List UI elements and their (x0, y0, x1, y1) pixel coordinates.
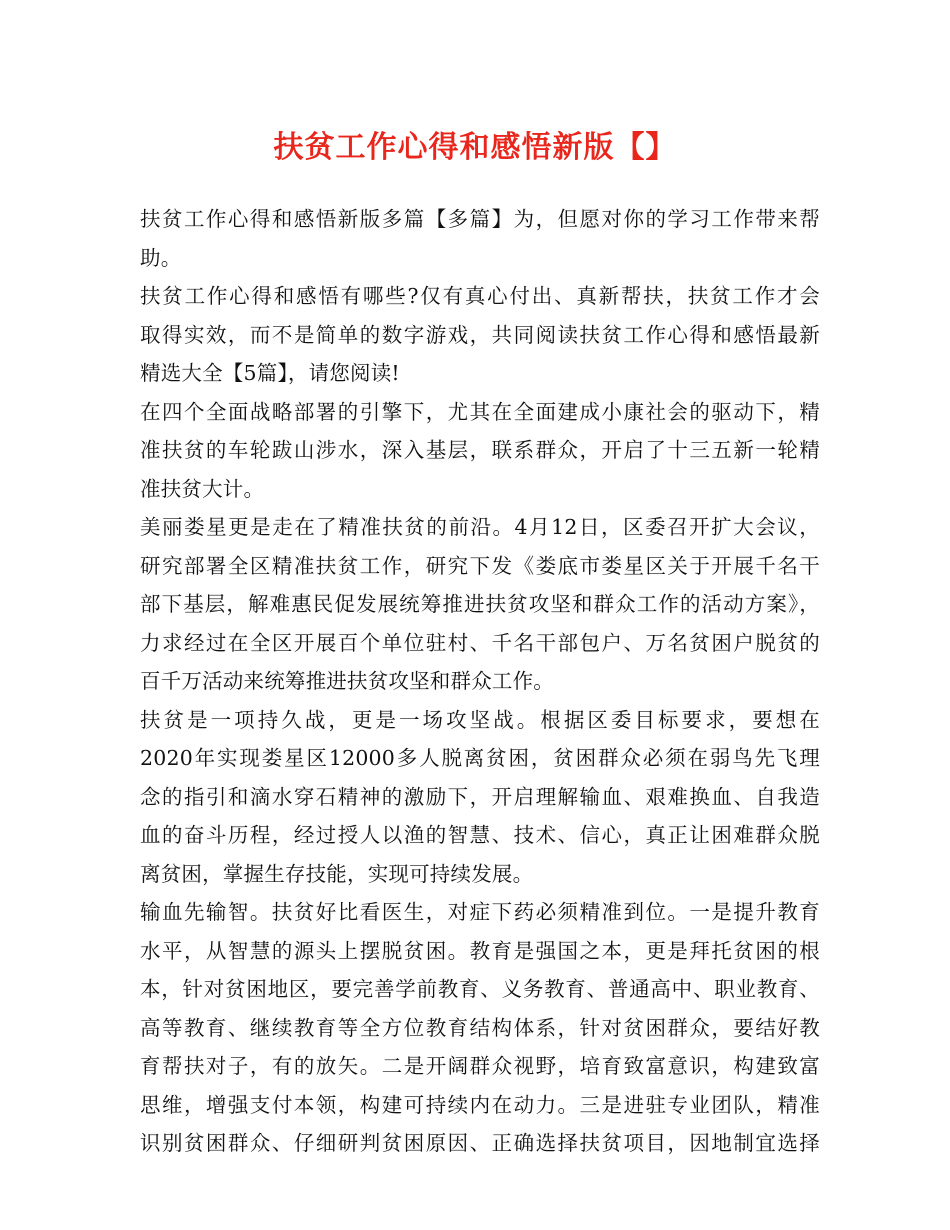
body-line: 在四个全面战略部署的引擎下，尤其在全面建成小康社会的驱动下，精 (140, 399, 820, 424)
document-title: 扶贫工作心得和感悟新版【】 (273, 130, 677, 165)
body-line: 扶贫是一项持久战，更是一场攻坚战。根据区委目标要求，要想在 (140, 707, 820, 732)
body-line: 育帮扶对子，有的放矢。二是开阔群众视野，培育致富意识，构建致富 (140, 1054, 820, 1078)
body-line: 血的奋斗历程，经过授人以渔的智慧、技术、信心，真正让困难群众脱 (140, 823, 820, 847)
body-line: 离贫困，掌握生存技能，实现可持续发展。 (140, 861, 534, 886)
body-line: 2020年实现娄星区12000多人脱离贫困，贫困群众必须在弱鸟先飞理 (140, 746, 820, 770)
body-line: 力求经过在全区开展百个单位驻村、千名干部包户、万名贫困户脱贫的 (140, 630, 820, 655)
body-line: 研究部署全区精准扶贫工作，研究下发《娄底市娄星区关于开展千名干 (140, 553, 820, 578)
body-line: 思维，增强支付本领，构建可持续内在动力。三是进驻专业团队，精准 (140, 1092, 820, 1117)
body-line: 取得实效，而不是简单的数字游戏，共同阅读扶贫工作心得和感悟最新 (140, 322, 820, 347)
body-line: 精选大全【5篇】，请您阅读! (140, 361, 400, 385)
body-line: 水平，从智慧的源头上摆脱贫困。教育是强国之本，更是拜托贫困的根 (140, 938, 820, 963)
body-line: 念的指引和滴水穿石精神的激励下，开启理解输血、艰难换血、自我造 (140, 784, 820, 809)
body-line: 高等教育、继续教育等全方位教育结构体系，针对贫困群众，要结好教 (140, 1015, 820, 1040)
body-line: 助。 (140, 245, 182, 270)
document-body (140, 200, 820, 1163)
body-line: 扶贫工作心得和感悟有哪些?仅有真心付出、真新帮扶，扶贫工作才会 (140, 284, 820, 308)
body-line: 输血先输智。扶贫好比看医生，对症下药必须精准到位。一是提升教育 (140, 900, 820, 924)
body-line: 本，针对贫困地区，要完善学前教育、义务教育、普通高中、职业教育、 (140, 977, 820, 1001)
body-line: 准扶贫大计。 (140, 476, 265, 501)
body-line: 识别贫困群众、仔细研判贫困原因、正确选择扶贫项目，因地制宜选择 (140, 1131, 820, 1155)
body-line: 准扶贫的车轮跋山涉水，深入基层，联系群众，开启了十三五新一轮精 (140, 438, 820, 462)
body-line: 扶贫工作心得和感悟新版多篇【多篇】为，但愿对你的学习工作带来帮 (140, 207, 820, 231)
body-line: 百千万活动来统筹推进扶贫攻坚和群众工作。 (140, 669, 554, 693)
body-line: 部下基层，解难惠民促发展统筹推进扶贫攻坚和群众工作的活动方案》， (140, 592, 820, 616)
body-line: 美丽娄星更是走在了精准扶贫的前沿。4月12日，区委召开扩大会议， (140, 515, 820, 539)
